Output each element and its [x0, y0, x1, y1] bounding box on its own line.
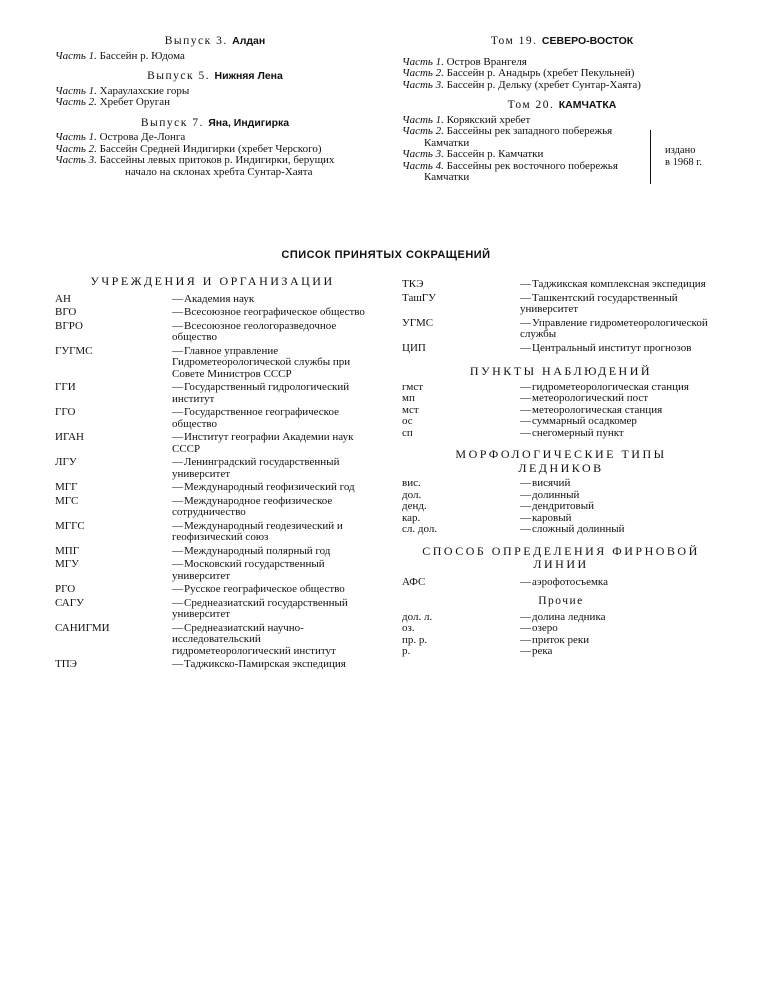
institution-entry	[55, 584, 370, 596]
expansion-text: Центральный институт прогнозов	[532, 341, 692, 354]
institutions-list	[55, 294, 370, 671]
volume-20-heading: Том 20. КАМЧАТКА	[507, 99, 617, 111]
expansion	[520, 293, 720, 316]
volume-20-part-2-cont: Камчатки	[424, 136, 470, 149]
abbreviation: МГГС	[55, 519, 85, 532]
expansion-text: дендритовый	[532, 500, 594, 512]
abbreviation: САНИГМИ	[55, 621, 110, 634]
issue-7-part-3-cont: начало на склонах хребта Сунтар-Хаята	[125, 165, 313, 178]
dash: —	[172, 558, 183, 570]
abbreviation: ТПЭ	[55, 658, 77, 670]
dash: —	[520, 575, 531, 588]
dash: —	[520, 645, 531, 657]
institution-entry	[402, 318, 720, 341]
volume-20-part-1: Часть 1. Корякский хребет	[402, 113, 531, 126]
expansion-text: долинный	[532, 488, 580, 501]
expansion	[520, 524, 720, 536]
expansion	[172, 321, 370, 344]
expansion	[172, 482, 370, 494]
institution-entry	[55, 457, 370, 480]
dash: —	[520, 523, 531, 535]
expansion-text: Управление гидрометеорологической службы	[520, 316, 708, 340]
expansion-text: Ташкентский государственный университет	[520, 291, 678, 315]
expansion-text: метеорологическая станция	[532, 403, 663, 416]
volume-20-part-4: Часть 4. Бассейны рек восточного побережья	[402, 159, 618, 172]
institution-entry	[55, 598, 370, 621]
expansion-text: Среднеазиатский государственный университет	[172, 596, 348, 620]
dash: —	[520, 426, 531, 439]
dash: —	[172, 621, 183, 634]
expansion	[172, 294, 370, 306]
abbreviation: вис.	[402, 477, 421, 489]
abbreviation: АФС	[402, 575, 426, 588]
expansion-text: Среднеазиатский научно-исследовательский гидрометеорологический институт	[172, 621, 336, 657]
abbreviation: ос	[402, 415, 413, 427]
dash: —	[520, 415, 531, 427]
institution-entry	[55, 346, 370, 381]
dash: —	[172, 431, 183, 443]
expansion	[172, 659, 370, 671]
dash: —	[172, 406, 183, 418]
expansion-text: Всесоюзное географическое общество	[184, 306, 365, 318]
expansion-text: снегомерный пункт	[532, 426, 624, 439]
abbreviation: ВГО	[55, 306, 77, 318]
glacier-type-entry	[402, 524, 720, 536]
abbreviation: ТКЭ	[402, 278, 424, 290]
abbreviation: ГГО	[55, 406, 76, 418]
expansion-text: Таджикская комплексная экспедиция	[532, 278, 706, 290]
abbreviation: гмст	[402, 380, 424, 393]
dash: —	[172, 306, 183, 318]
expansion-text: Международный геофизический год	[184, 481, 355, 493]
institution-entry	[55, 407, 370, 430]
expansion	[520, 646, 720, 658]
dash: —	[520, 511, 531, 524]
dash: —	[520, 488, 531, 501]
abbreviation: р.	[402, 645, 411, 657]
expansion-text: река	[532, 645, 553, 657]
dash: —	[172, 544, 183, 557]
expansion	[520, 428, 720, 440]
other-entry	[402, 612, 720, 624]
dash: —	[172, 344, 183, 357]
firn-heading-2: ЛИНИИ	[533, 557, 589, 571]
expansion-text: Международное геофизическое сотрудничество	[172, 494, 333, 518]
abbreviation: ЛГУ	[55, 456, 77, 468]
abbreviation: дол.	[402, 488, 422, 501]
dash: —	[520, 278, 531, 290]
dash: —	[172, 381, 183, 393]
institution-entry	[55, 521, 370, 544]
abbreviation: мп	[402, 392, 415, 404]
expansion	[172, 432, 370, 455]
dash: —	[172, 519, 183, 532]
volume-20-part-3: Часть 3. Бассейн р. Камчатки	[402, 148, 544, 160]
expansion	[172, 559, 370, 582]
series-list-left	[55, 36, 375, 178]
expansion	[172, 496, 370, 519]
expansion-text: Академия наук	[184, 292, 255, 305]
volume-19-heading: Том 19. СЕВЕРО-ВОСТОК	[490, 35, 634, 47]
expansion	[520, 577, 720, 589]
dash: —	[520, 500, 531, 512]
expansion-text: Русское географическое общество	[184, 583, 345, 595]
abbreviation: УГМС	[402, 316, 434, 329]
dash: —	[172, 456, 183, 468]
expansion	[520, 279, 720, 291]
abbreviation: САГУ	[55, 596, 84, 609]
abbreviation: ЦИП	[402, 341, 426, 354]
dash: —	[172, 583, 183, 595]
abbreviation: МПГ	[55, 544, 80, 557]
abbreviation: МГГ	[55, 481, 78, 493]
institution-entry	[55, 307, 370, 319]
right-column	[402, 279, 720, 658]
institution-entry	[55, 482, 370, 494]
issue-7-part-3: Часть 3. Бассейны левых притоков р. Индигирки, берущих	[55, 154, 335, 166]
page-title: СПИСОК ПРИНЯТЫХ СОКРАЩЕНИЙ	[281, 249, 491, 261]
dash: —	[520, 610, 531, 623]
volume-19-part-2: Часть 2. Бассейн р. Анадырь (хребет Пекульней)	[402, 67, 635, 79]
abbreviation: денд.	[402, 500, 427, 512]
institution-entry	[55, 432, 370, 455]
abbreviation: оз.	[402, 622, 415, 634]
institution-entry	[55, 559, 370, 582]
abbreviation: кар.	[402, 511, 421, 524]
expansion-text: Международный полярный год	[184, 544, 331, 557]
institution-entry	[55, 546, 370, 558]
expansion	[520, 318, 720, 341]
issue-5-heading: Выпуск 5. Нижняя Лена	[147, 70, 283, 82]
expansion-text: долина ледника	[532, 610, 606, 623]
volume-19-part-3: Часть 3. Бассейн р. Дельку (хребет Сунтар-Хаята)	[402, 78, 641, 91]
published-note: издано в 1968 г.	[650, 130, 721, 184]
firn-list	[402, 577, 720, 589]
issue-3-heading: Выпуск 3. Алдан	[164, 35, 266, 47]
expansion-text: Международный геодезический и геофизический союз	[172, 519, 343, 543]
issue-7-part-1: Часть 1. Острова Де-Лонга	[55, 131, 186, 143]
other-entry	[402, 635, 720, 647]
dash: —	[172, 596, 183, 609]
other-heading: Прочие	[538, 595, 584, 607]
dash: —	[172, 658, 183, 670]
expansion	[172, 584, 370, 596]
dash: —	[172, 292, 183, 305]
institution-entry	[55, 496, 370, 519]
abbreviation: МГС	[55, 494, 79, 507]
dash: —	[520, 633, 531, 646]
other-list	[402, 612, 720, 658]
expansion-text: Московский государственный университет	[172, 558, 325, 582]
dash: —	[520, 316, 531, 329]
expansion-text: Ленинградский государственный университет	[172, 456, 340, 480]
issue-7-part-2: Часть 2. Бассейн Средней Индигирки (хребет Черского)	[55, 142, 322, 155]
station-entry	[402, 428, 720, 440]
dash: —	[520, 403, 531, 416]
expansion-text: сложный долинный	[532, 523, 625, 535]
volume-19-part-1: Часть 1. Остров Врангеля	[402, 55, 527, 68]
institution-entry	[55, 659, 370, 671]
dash: —	[520, 341, 531, 354]
other-entry	[402, 646, 720, 658]
firn-method-entry	[402, 577, 720, 589]
expansion-text: аэрофотосъемка	[532, 575, 608, 588]
morph-list	[402, 478, 720, 536]
morph-heading-1: МОРФОЛОГИЧЕСКИЕ ТИПЫ	[455, 447, 667, 461]
expansion	[172, 623, 370, 658]
abbreviation: АН	[55, 292, 71, 305]
expansion-text: приток реки	[532, 633, 590, 646]
expansion-text: Всесоюзное геологоразведочное общество	[172, 319, 337, 343]
expansion	[172, 307, 370, 319]
abbreviation: дол. л.	[402, 610, 433, 623]
expansion	[172, 407, 370, 430]
dash: —	[520, 291, 531, 304]
issue-5-part-2: Часть 2. Хребет Оруган	[55, 96, 170, 108]
expansion	[172, 598, 370, 621]
abbreviation: ГУГМС	[55, 344, 93, 357]
expansion-text: Государственный гидрологический институт	[172, 381, 350, 405]
institution-entry	[402, 293, 720, 316]
issue-7-heading: Выпуск 7. Яна, Индигирка	[140, 116, 290, 129]
expansion	[520, 343, 720, 355]
institution-entry	[402, 279, 720, 291]
institution-entry	[55, 382, 370, 405]
volume-20-part-2: Часть 2. Бассейны рек западного побережья	[402, 125, 613, 137]
expansion-text: висячий	[532, 477, 571, 489]
expansion	[172, 457, 370, 480]
expansion-text: Государственное географическое общество	[172, 406, 339, 430]
institution-entry	[55, 294, 370, 306]
institution-entry	[402, 343, 720, 355]
expansion	[172, 382, 370, 405]
morph-heading-2: ЛЕДНИКОВ	[518, 460, 604, 475]
dash: —	[172, 494, 183, 507]
abbreviation: мст	[402, 403, 419, 416]
expansion	[172, 521, 370, 544]
abbreviation: ВГРО	[55, 319, 83, 332]
dash: —	[172, 481, 183, 493]
abbreviation: ТашГУ	[402, 291, 436, 304]
expansion-text: озеро	[532, 622, 558, 634]
expansion-text: гидрометеорологическая станция	[532, 380, 689, 393]
institution-entry	[55, 321, 370, 344]
expansion-text: Главное управление Гидрометеорологической службы при Совете Министров СССР	[172, 344, 351, 380]
dash: —	[172, 319, 183, 332]
abbreviation: ИГАН	[55, 431, 84, 443]
dash: —	[520, 622, 531, 634]
expansion	[172, 546, 370, 558]
abbreviation: РГО	[55, 583, 76, 595]
stations-list	[402, 382, 720, 440]
expansion-text: суммарный осадкомер	[532, 415, 637, 427]
dash: —	[520, 477, 531, 489]
abbreviation: сп	[402, 426, 413, 439]
expansion-text: каровый	[532, 511, 572, 524]
institutions-list-continued	[402, 279, 720, 354]
expansion	[172, 346, 370, 381]
stations-heading: ПУНКТЫ НАБЛЮДЕНИЙ	[469, 364, 653, 378]
abbreviation: ГГИ	[55, 381, 76, 393]
volume-20-part-4-cont: Камчатки	[424, 171, 470, 183]
dash: —	[520, 380, 531, 393]
expansion-text: метеорологический пост	[532, 392, 649, 404]
institutions-section	[55, 276, 370, 673]
expansion-text: Институт географии Академии наук СССР	[172, 431, 354, 455]
institution-entry	[55, 623, 370, 658]
issue-3-part-1: Часть 1. Бассейн р. Юдома	[55, 49, 185, 62]
firn-heading-1: СПОСОБ ОПРЕДЕЛЕНИЯ ФИРНОВОЙ	[422, 543, 700, 558]
institutions-heading: УЧРЕЖДЕНИЯ И ОРГАНИЗАЦИИ	[90, 274, 335, 288]
abbreviation: пр. р.	[402, 633, 428, 646]
issue-5-part-1: Часть 1. Хараулахские горы	[55, 84, 190, 97]
abbreviation: МГУ	[55, 558, 79, 570]
abbreviation: сл. дол.	[402, 523, 438, 535]
expansion-text: Таджикско-Памирская экспедиция	[184, 658, 346, 670]
dash: —	[520, 392, 531, 404]
